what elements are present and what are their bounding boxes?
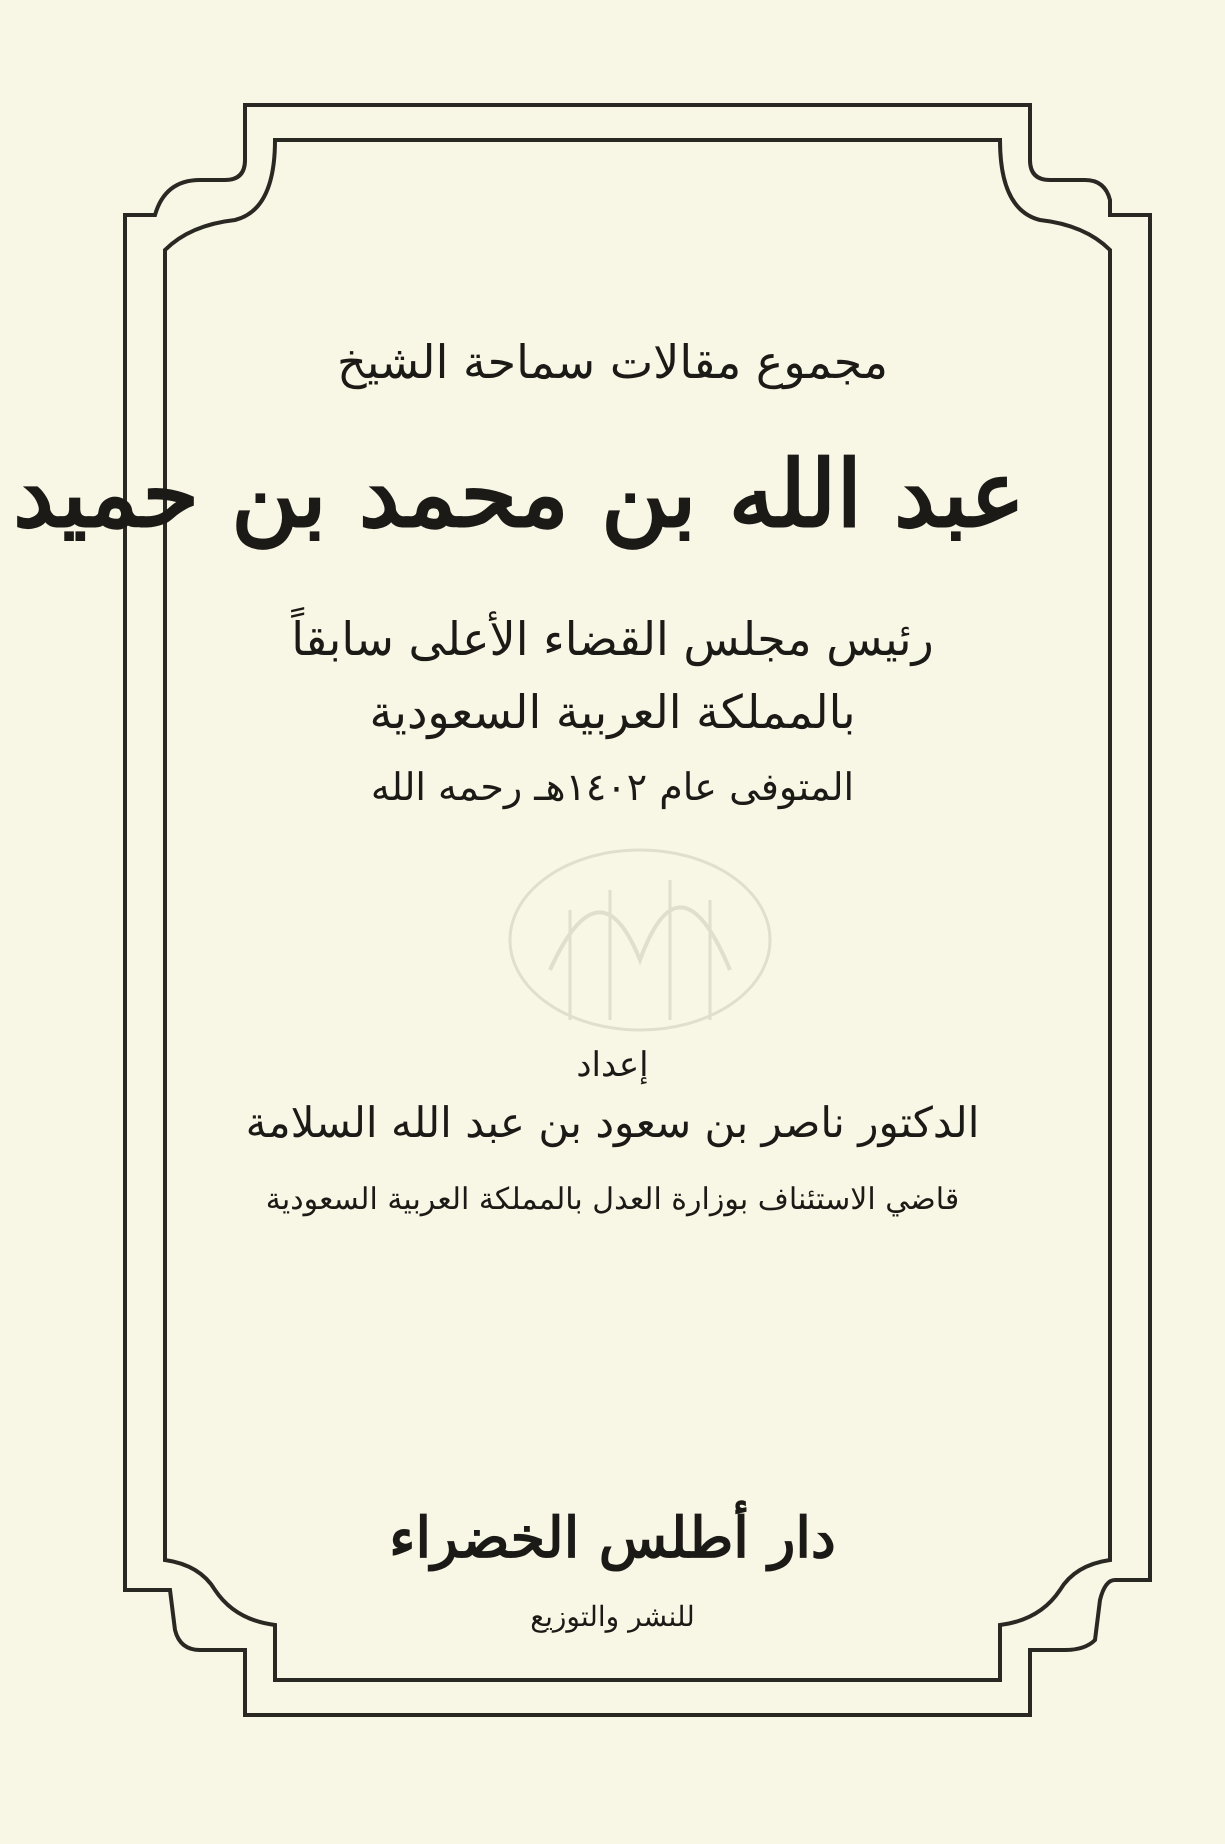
series-title: مجموع مقالات سماحة الشيخ xyxy=(336,335,889,389)
author-name: الدكتور ناصر بن سعود بن عبد الله السلامة xyxy=(245,1098,980,1147)
death-note: المتوفى عام ١٤٠٢هـ رحمه الله xyxy=(370,765,855,809)
sheikh-country: بالمملكة العربية السعودية xyxy=(369,685,856,739)
title-text-block xyxy=(13,0,1025,1844)
publisher-name: دار أطلس الخضراء xyxy=(389,1505,836,1571)
sheikh-position: رئيس مجلس القضاء الأعلى سابقاً xyxy=(291,612,934,666)
sheikh-name: عبد الله بن محمد بن حميد xyxy=(13,440,1025,548)
publisher-subtitle: للنشر والتوزيع xyxy=(530,1600,695,1633)
author-title: قاضي الاستئناف بوزارة العدل بالمملكة العربية السعودية xyxy=(265,1182,960,1217)
prepared-by-label: إعداد xyxy=(576,1045,649,1085)
